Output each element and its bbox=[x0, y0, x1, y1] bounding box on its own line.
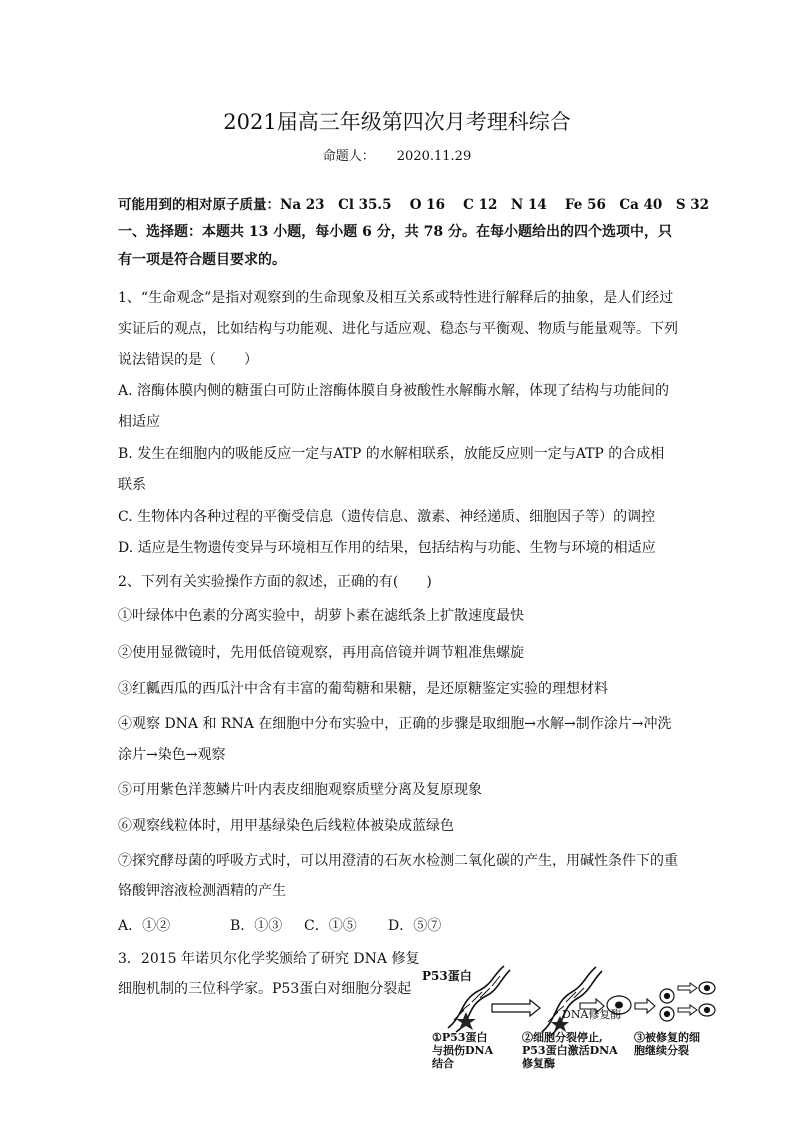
step3-line1: ③被修复的细 bbox=[634, 1031, 700, 1044]
q2-statement-3: ③红瓤西瓜的西瓜汁中含有丰富的葡萄糖和果糖，是还原糖鉴定实验的理想材料 bbox=[118, 681, 608, 697]
author-line bbox=[0, 145, 794, 164]
q1-stem-line3: 说法错误的是（ ） bbox=[118, 352, 258, 368]
section-heading-line2: 有一项是符合题目要求的。 bbox=[118, 252, 286, 268]
q1-option-b-line1: B. 发生在细胞内的吸能反应一定与ATP 的水解相联系，放能反应则一定与ATP 的合成相 bbox=[118, 446, 665, 462]
dividing-cell-icon bbox=[660, 989, 674, 1021]
q1-stem-line2: 实证后的观点，比如结构与功能观、进化与适应观、稳态与平衡观、物质与能量观等。下列 bbox=[118, 321, 678, 337]
q2-stem: 2、下列有关实验操作方面的叙述，正确的有( ) bbox=[118, 574, 432, 590]
daughter-cell-icon bbox=[699, 982, 715, 1016]
q2-statement-5: ⑤可用紫色洋葱鳞片叶内表皮细胞观察质壁分离及复原现象 bbox=[118, 782, 482, 798]
p53-label: P53蛋白 bbox=[422, 969, 472, 983]
step2-line3: 修复酶 bbox=[522, 1057, 555, 1070]
q2-statement-4-line2: 涂片→染色→观察 bbox=[118, 747, 226, 763]
arrow-icon bbox=[678, 1005, 697, 1015]
step2-line1: ②细胞分裂停止, bbox=[522, 1031, 603, 1044]
step1-line1: ①P53蛋白 bbox=[432, 1031, 488, 1044]
step3-caption bbox=[634, 1031, 700, 1057]
arrow-icon bbox=[635, 999, 655, 1013]
q2-statement-2: ②使用显微镜时，先用低倍镜观察，再用高倍镜并调节粗准焦螺旋 bbox=[118, 645, 524, 661]
dna-helix-icon bbox=[542, 967, 602, 1036]
q1-option-a-line1: A. 溶酶体膜内侧的糖蛋白可防止溶酶体膜自身被酸性水解酶水解，体现了结构与功能间的 bbox=[118, 383, 670, 399]
p53-dna-repair-figure bbox=[420, 960, 720, 1075]
q2-statement-1: ①叶绿体中色素的分离实验中，胡萝卜素在滤纸条上扩散速度最快 bbox=[118, 608, 524, 624]
q2-answer-b: B．①③ bbox=[230, 918, 283, 934]
q2-statement-7-line2: 铬酸钾溶液检测酒精的产生 bbox=[118, 883, 286, 899]
q2-answer-d: D．⑤⑦ bbox=[388, 918, 442, 934]
q3-stem-line2: 细胞机制的三位科学家。P53蛋白对细胞分裂起 bbox=[118, 981, 412, 997]
arrow-icon bbox=[678, 983, 697, 993]
section-heading-line1: 一、选择题：本题共 13 小题，每小题 6 分，共 78 分。在每小题给出的四个选项中，只 bbox=[118, 224, 672, 240]
q2-answer-a: A．①② bbox=[118, 918, 171, 934]
step2-caption bbox=[522, 1031, 618, 1070]
author-label: 命题人： bbox=[322, 149, 375, 164]
atomic-masses: 可能用到的相对原子质量：Na 23 Cl 35.5 O 16 C 12 N 14 Fe 56 Ca 40 S 32 bbox=[118, 197, 710, 213]
step1-caption bbox=[432, 1031, 493, 1070]
q1-option-d: D. 适应是生物遗传变异与环境相互作用的结果，包括结构与功能、生物与环境的相适应 bbox=[118, 540, 656, 556]
arrow-icon bbox=[492, 1000, 540, 1016]
dna-repair-enzyme-label: DNA修复酶 bbox=[562, 1008, 622, 1021]
q1-option-a-line2: 相适应 bbox=[118, 414, 160, 430]
q2-answer-c: C．①⑤ bbox=[304, 918, 357, 934]
step1-line2: 与损伤DNA bbox=[432, 1044, 494, 1057]
exam-title: 2021届高三年级第四次月考理科综合 bbox=[223, 110, 571, 134]
q1-option-b-line2: 联系 bbox=[118, 477, 146, 493]
q2-statement-4-line1: ④观察 DNA 和 RNA 在细胞中分布实验中，正确的步骤是取细胞→水解→制作涂片→冲洗 bbox=[118, 716, 672, 732]
q3-stem-line1: 3．2015 年诺贝尔化学奖颁给了研究 DNA 修复 bbox=[118, 951, 420, 967]
q2-statement-6: ⑥观察线粒体时，用甲基绿染色后线粒体被染成蓝绿色 bbox=[118, 818, 454, 834]
step1-line3: 结合 bbox=[432, 1057, 454, 1070]
q2-statement-7-line1: ⑦探究酵母菌的呼吸方式时，可以用澄清的石灰水检测二氧化碳的产生，用碱性条件下的重 bbox=[118, 853, 678, 869]
q1-stem-line1: 1、“生命观念”是指对观察到的生命现象及相互关系或特性进行解释后的抽象，是人们经过 bbox=[118, 290, 674, 306]
q2-answer-options bbox=[118, 915, 678, 935]
step2-line2: P53蛋白激活DNA bbox=[522, 1044, 618, 1057]
exam-date: 2020.11.29 bbox=[396, 149, 472, 164]
step3-line2: 胞继续分裂 bbox=[634, 1044, 689, 1057]
q1-option-c: C. 生物体内各种过程的平衡受信息（遗传信息、激素、神经递质、细胞因子等）的调控 bbox=[118, 509, 656, 525]
